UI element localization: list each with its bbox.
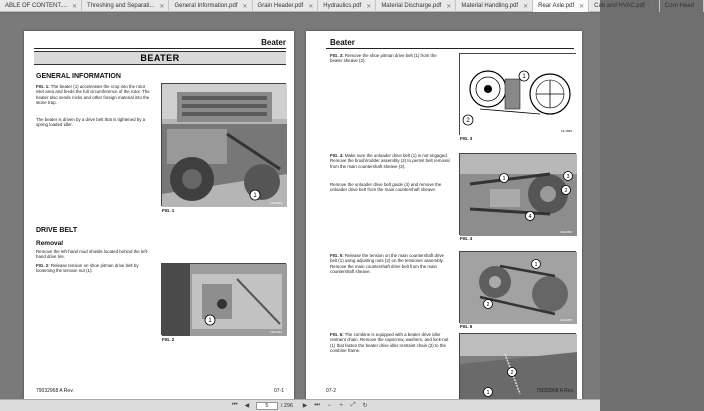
svg-text:2: 2 — [564, 188, 568, 194]
page-header: Beater — [330, 38, 355, 47]
footer-page-number: 07-1 — [273, 388, 284, 394]
next-page-icon[interactable]: ▶ — [302, 403, 308, 409]
paragraph-mud-shields: Remove the left-hand mud shields located behind the left-hand drive tire. — [36, 249, 149, 260]
svg-text:1: 1 — [208, 318, 212, 324]
tab-label: Corn Head — [664, 3, 694, 9]
tab-material-handling[interactable] — [456, 0, 533, 12]
bottom-toolbar — [0, 399, 600, 411]
tab-cab-hvac[interactable] — [589, 0, 660, 12]
tab-label: Rear Axle.pdf — [538, 3, 575, 9]
paragraph-text: The beater (1) accelerates the crop into the rotor inlet area and feeds the full circumference of the rotor. The beater also sends rocks and other foreign material into the stone trap. — [36, 84, 150, 106]
beater-photo — [162, 84, 287, 207]
close-icon[interactable]: ✕ — [72, 3, 78, 10]
svg-text:1: 1 — [253, 193, 257, 199]
figure-1-image — [161, 83, 286, 206]
tab-general-information[interactable] — [169, 0, 252, 12]
tab-threshing[interactable] — [82, 0, 169, 12]
page-number-input[interactable]: 5 — [256, 402, 278, 410]
paragraph-fig4 — [330, 153, 450, 169]
paragraph-belt-guide: Remove the unloader drive belt guide (4) and remove the unloader drive belt from the main countershaft sheave. — [330, 182, 442, 193]
close-icon[interactable]: ✕ — [242, 3, 248, 10]
close-icon[interactable]: ✕ — [523, 3, 529, 10]
close-icon[interactable]: ✕ — [366, 3, 372, 10]
paragraph-fig3 — [330, 53, 450, 64]
fig-ref: FIG. 2: — [36, 263, 50, 268]
tab-bar — [0, 0, 694, 12]
tab-label: Material Handling.pdf — [461, 3, 519, 9]
zoom-out-icon[interactable]: − — [327, 402, 331, 409]
document-canvas[interactable] — [0, 13, 600, 399]
rotate-icon[interactable]: ↻ — [362, 403, 368, 409]
paragraph-fig1 — [36, 84, 152, 106]
tab-label: General Information.pdf — [174, 3, 238, 9]
figure-2-image — [161, 263, 286, 335]
figure-4-caption: FIG. 4 — [460, 236, 473, 241]
svg-text:4: 4 — [528, 214, 532, 220]
close-icon[interactable]: ✕ — [446, 3, 452, 10]
svg-text:3: 3 — [566, 174, 570, 180]
paragraph-fig6 — [330, 332, 450, 354]
svg-text:13-1560: 13-1560 — [560, 129, 572, 133]
tab-label: Grain Header.pdf — [257, 3, 304, 9]
figure-2-caption: FIG. 2 — [162, 337, 175, 342]
page-07-2 — [306, 31, 582, 399]
previous-page-icon[interactable]: ◀ — [244, 403, 250, 409]
tab-label: Hydraulics.pdf — [323, 3, 362, 9]
paragraph-text: Make sure the unloader drive belt (1) is not engaged. Remove the brush/rodder assembly (2) to permit belt removal from the main countershaft sheave (3). — [330, 153, 450, 169]
figure-5-caption: FIG. 5 — [460, 324, 473, 329]
page-header: Beater — [261, 38, 286, 47]
tab-rear-axle[interactable] — [533, 0, 589, 12]
paragraph-text: Release the tension on the main countershaft drive belt (1) using adjusting nuts (2) on the tensioner assembly. Remove the main countershaft drive belt from the main countershaft sheave. — [330, 253, 444, 275]
footer-page-number: 07-2 — [326, 388, 337, 394]
svg-text:1: 1 — [486, 390, 490, 396]
section-title: BEATER — [34, 51, 286, 65]
svg-text:13E1054: 13E1054 — [559, 230, 572, 234]
fig-ref: FIG. 5: — [330, 253, 344, 258]
paragraph-text: The combine is equipped with a beater drive idler restraint chain. Remove the capscrew, washers, and lock-nut (1) that fasten the beater drive idler restraint chain (2) to the combine frame. — [330, 332, 449, 354]
figure-1-caption: FIG. 1 — [162, 208, 175, 213]
sheave-diagram — [460, 54, 577, 136]
svg-text:2: 2 — [486, 302, 490, 308]
svg-text:13E1053: 13E1053 — [269, 330, 282, 334]
svg-text:1: 1 — [502, 176, 506, 182]
restraint-chain-photo — [460, 334, 577, 406]
close-icon[interactable]: ✕ — [579, 3, 585, 10]
figure-5-image — [459, 251, 576, 323]
tab-label: Cab and HVAC.pdf — [594, 3, 645, 9]
tab-table-of-contents[interactable] — [0, 0, 82, 12]
header-rule — [34, 48, 286, 49]
figure-3-image — [459, 53, 576, 135]
tab-grain-header[interactable] — [253, 0, 319, 12]
svg-text:2: 2 — [510, 370, 514, 376]
removal-heading: Removal — [36, 240, 64, 247]
svg-text:1: 1 — [534, 262, 538, 268]
figure-6-image — [459, 333, 576, 405]
paragraph-text: Release tension on shoe pitman drive belt by loosening the tension nut (1). — [36, 263, 139, 274]
fit-page-icon[interactable]: ⤢ — [350, 402, 356, 408]
svg-text:2: 2 — [466, 118, 470, 124]
paragraph-fig2 — [36, 263, 152, 274]
fig-ref: FIG. 4: — [330, 153, 344, 158]
countershaft-belt-photo — [460, 252, 577, 324]
tab-label: Threshing and Separati... — [87, 3, 155, 9]
svg-text:13E1055: 13E1055 — [559, 318, 572, 322]
zoom-in-icon[interactable]: + — [339, 402, 343, 409]
figure-4-image — [459, 153, 576, 235]
paragraph-fig5 — [330, 253, 450, 275]
tension-nut-photo — [162, 264, 287, 336]
tab-material-discharge[interactable] — [376, 0, 456, 12]
close-icon[interactable]: ✕ — [308, 3, 314, 10]
last-page-icon[interactable]: ⏭ — [314, 402, 320, 408]
general-information-heading: GENERAL INFORMATION — [36, 73, 121, 80]
close-icon[interactable]: ✕ — [649, 3, 655, 10]
figure-3-caption: FIG. 3 — [460, 136, 473, 141]
tab-corn-head[interactable] — [660, 0, 704, 12]
svg-text:1: 1 — [522, 74, 526, 80]
paragraph-text: Remove the shoe pitman drive belt (1) from the beater sheave (2). — [330, 53, 437, 64]
svg-text:13A2052: 13A2052 — [269, 201, 282, 205]
page-total: / 296 — [280, 402, 294, 409]
tab-hydraulics[interactable] — [318, 0, 376, 12]
close-icon[interactable]: ✕ — [159, 3, 165, 10]
paragraph-drive: The beater is driven by a drive belt that is tightened by a spring loaded idler. — [36, 117, 146, 128]
page-07-1 — [24, 31, 294, 399]
fig-ref: FIG. 3: — [330, 53, 344, 58]
fig-ref: FIG. 6: — [330, 332, 344, 337]
unloader-belt-photo — [460, 154, 577, 236]
fig-ref: FIG. 1: — [36, 84, 50, 89]
drive-belt-heading: DRIVE BELT — [36, 227, 78, 234]
footer-doc-number: 79032968 A Rev. — [36, 388, 74, 394]
first-page-icon[interactable]: ⏮ — [232, 402, 238, 408]
tab-label: Material Discharge.pdf — [381, 3, 442, 9]
header-rule — [326, 48, 574, 49]
tab-label: ABLE OF CONTENT.... — [5, 3, 68, 9]
footer-doc-number: 79032968 A Rev. — [536, 388, 574, 394]
